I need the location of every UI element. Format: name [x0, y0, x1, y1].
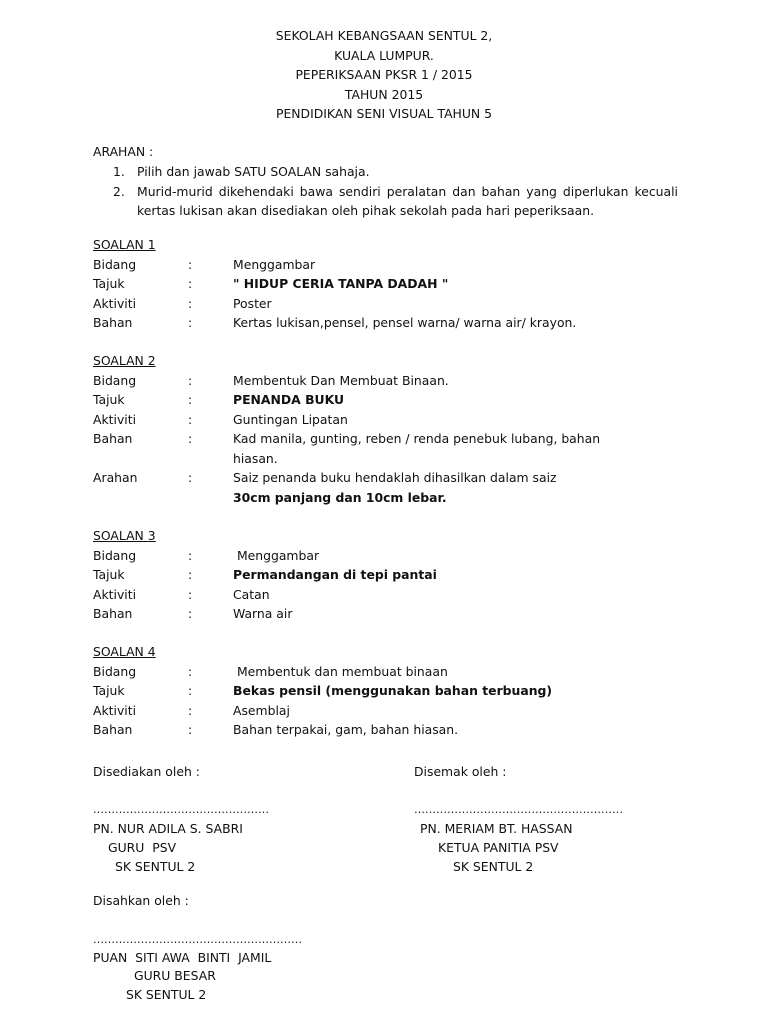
exam-name: PEPERIKSAAN PKSR 1 / 2015	[295, 67, 473, 82]
row-colon	[188, 488, 233, 508]
instructions	[93, 142, 678, 221]
question-row	[93, 681, 653, 701]
question-row	[93, 294, 653, 314]
checked-by-role: KETUA PANITIA PSV	[438, 840, 559, 855]
row-value: Menggambar	[233, 547, 320, 563]
row-label: Bidang	[93, 372, 137, 388]
row-label	[93, 488, 188, 508]
instruction-number: 2.	[113, 183, 125, 199]
row-value: Permandangan di tepi pantai	[233, 567, 437, 582]
row-colon	[188, 449, 233, 469]
question-3	[93, 526, 653, 624]
row-label: Aktiviti	[93, 295, 137, 311]
row-colon: :	[188, 392, 193, 407]
subject-title: PENDIDIKAN SENI VISUAL TAHUN 5	[275, 106, 493, 121]
row-value: Kertas lukisan,pensel, pensel warna/ warna air/ krayon.	[233, 315, 577, 330]
prepared-by-label: Disediakan oleh :	[93, 764, 200, 779]
row-value: Menggambar	[233, 256, 316, 272]
row-colon: :	[188, 547, 193, 563]
row-label: Tajuk	[93, 276, 125, 291]
row-label: Aktiviti	[93, 586, 137, 602]
checked-by-label: Disemak oleh :	[414, 764, 507, 779]
row-value: PENANDA BUKU	[233, 392, 345, 407]
approved-by-role: GURU BESAR	[134, 968, 216, 983]
question-row	[93, 604, 653, 624]
row-colon: :	[188, 295, 193, 311]
row-label	[93, 449, 188, 469]
row-label: Tajuk	[93, 567, 125, 582]
row-label: Aktiviti	[93, 411, 137, 427]
question-row	[93, 546, 653, 566]
instruction-text: Pilih dan jawab SATU SOALAN sahaja.	[137, 164, 370, 179]
row-value: Catan	[233, 586, 270, 602]
row-value: Membentuk dan membuat binaan	[233, 663, 448, 679]
row-label: Tajuk	[93, 392, 125, 407]
approved-by-signature-line: …………………………………………………	[93, 933, 302, 946]
row-colon: :	[188, 722, 193, 737]
question-row	[93, 429, 653, 449]
checked-by-block	[414, 762, 506, 782]
prepared-by-block	[93, 762, 200, 782]
row-value: Poster	[233, 295, 272, 311]
row-colon: :	[188, 683, 193, 698]
row-value: hiasan.	[233, 450, 278, 466]
question-row	[93, 488, 653, 508]
exam-year: TAHUN 2015	[344, 86, 424, 102]
question-row	[93, 313, 653, 333]
row-value: Bahan terpakai, gam, bahan hiasan.	[233, 722, 459, 737]
checked-by-school: SK SENTUL 2	[453, 859, 534, 874]
instructions-list	[93, 162, 678, 221]
question-row	[93, 449, 653, 469]
question-row	[93, 720, 653, 740]
instruction-text: Murid-murid dikehendaki bawa sendiri peralatan dan bahan yang diperlukan kecuali kertas lukisan akan disediakan oleh pihak sekolah pada hari peperiksaan.	[137, 183, 678, 218]
question-heading: SOALAN 4	[93, 644, 156, 659]
row-value: Saiz penanda buku hendaklah dihasilkan dalam saiz	[233, 470, 557, 485]
document-header	[0, 26, 768, 124]
instruction-item	[93, 162, 678, 182]
school-city: KUALA LUMPUR.	[334, 47, 434, 63]
question-heading: SOALAN 2	[93, 353, 156, 368]
question-heading: SOALAN 3	[93, 528, 156, 543]
question-1	[93, 235, 653, 333]
approved-by-school: SK SENTUL 2	[126, 987, 207, 1002]
checked-by-signature-line: …………………………………………………	[414, 803, 623, 816]
prepared-by-role: GURU PSV	[108, 840, 177, 855]
row-colon: :	[188, 411, 193, 427]
row-label: Bidang	[93, 256, 137, 272]
row-value: Membentuk Dan Membuat Binaan.	[233, 372, 449, 388]
row-colon: :	[188, 702, 193, 718]
row-label: Bidang	[93, 663, 137, 679]
row-colon: :	[188, 663, 193, 679]
row-colon: :	[188, 372, 193, 388]
row-colon: :	[188, 256, 193, 272]
row-colon: :	[188, 606, 193, 621]
row-value: Kad manila, gunting, reben / renda penebuk lubang, bahan	[233, 431, 601, 446]
row-colon: :	[188, 470, 193, 485]
row-value: Guntingan Lipatan	[233, 411, 348, 427]
row-value: " HIDUP CERIA TANPA DADAH "	[233, 276, 449, 291]
checked-by-name: PN. MERIAM BT. HASSAN	[420, 821, 573, 836]
question-row	[93, 255, 653, 275]
question-row	[93, 274, 653, 294]
approved-by-name: PUAN SITI AWA BINTI JAMIL	[93, 950, 272, 965]
row-value: Bekas pensil (menggunakan bahan terbuang)	[233, 683, 553, 698]
row-colon: :	[188, 586, 193, 602]
question-row	[93, 371, 653, 391]
row-label: Tajuk	[93, 683, 125, 698]
question-row	[93, 565, 653, 585]
question-heading: SOALAN 1	[93, 237, 156, 252]
row-colon: :	[188, 431, 193, 446]
row-colon: :	[188, 567, 193, 582]
question-row	[93, 662, 653, 682]
row-value: Warna air	[233, 606, 293, 621]
row-label: Bahan	[93, 722, 133, 737]
instruction-number: 1.	[113, 164, 125, 179]
approved-by-label: Disahkan oleh :	[93, 893, 189, 908]
question-row	[93, 585, 653, 605]
row-value: 30cm panjang dan 10cm lebar.	[233, 489, 447, 505]
question-row	[93, 410, 653, 430]
row-label: Aktiviti	[93, 702, 137, 718]
row-label: Bahan	[93, 315, 133, 330]
question-row	[93, 468, 653, 488]
prepared-by-school: SK SENTUL 2	[115, 859, 196, 874]
row-label: Arahan	[93, 470, 138, 485]
row-value: Asemblaj	[233, 702, 290, 718]
instruction-item	[93, 182, 678, 221]
question-2	[93, 351, 653, 507]
row-colon: :	[188, 276, 193, 291]
question-row	[93, 701, 653, 721]
prepared-by-signature-line: …………………………………………	[93, 803, 269, 816]
instructions-title: ARAHAN :	[93, 144, 154, 159]
question-4	[93, 642, 653, 740]
row-label: Bahan	[93, 431, 133, 446]
row-label: Bahan	[93, 606, 133, 621]
school-name: SEKOLAH KEBANGSAAN SENTUL 2,	[275, 28, 493, 43]
row-label: Bidang	[93, 547, 137, 563]
prepared-by-name: PN. NUR ADILA S. SABRI	[93, 821, 243, 836]
question-row	[93, 390, 653, 410]
row-colon: :	[188, 315, 193, 330]
